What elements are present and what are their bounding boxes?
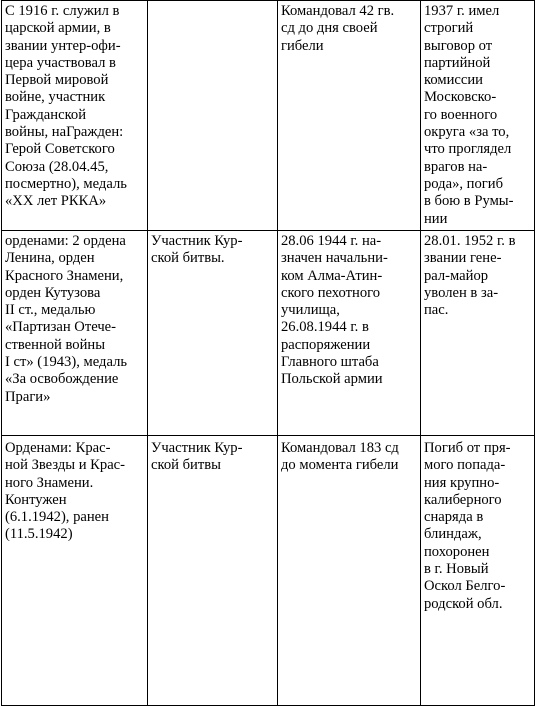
service-cell bbox=[278, 231, 421, 436]
fate-cell bbox=[421, 1, 535, 231]
cell-text: С 1916 г. служил в царской армии, в звании унтер-офи- цера участвовал в Первой мировой войне, участник Гражданской войны, наГражден: Герой Советского Союза (28.04.45, посмертно), медаль «ХХ лет РККА» bbox=[5, 3, 127, 210]
cell-text: 28.01. 1952 г. в звании гене- рал-майор уволен в за- пас. bbox=[424, 233, 516, 319]
table-row bbox=[2, 1, 535, 231]
fate-cell bbox=[421, 231, 535, 436]
battles-cell bbox=[148, 436, 278, 706]
biography-table bbox=[1, 0, 535, 706]
cell-text: Командовал 183 сд до момента гибели bbox=[281, 440, 399, 474]
fate-cell bbox=[421, 436, 535, 706]
battles-cell bbox=[148, 231, 278, 436]
table-row bbox=[2, 231, 535, 436]
cell-text: 28.06 1944 г. на- значен начальни- ком Алма-Атин- ского пехотного училища, 26.08.1944 г. в распоряжении Главного штаба Польской армии bbox=[281, 233, 388, 388]
service-cell bbox=[278, 436, 421, 706]
awards-cell bbox=[2, 1, 148, 231]
cell-text: Участник Кур- ской битвы bbox=[151, 440, 243, 474]
cell-text: Орденами: Крас- ной Звезды и Крас- ного Знамени. Контужен (6.1.1942), ранен (11.5.1942) bbox=[5, 440, 126, 543]
awards-cell bbox=[2, 436, 148, 706]
service-cell bbox=[278, 1, 421, 231]
battles-cell bbox=[148, 1, 278, 231]
table-row bbox=[2, 436, 535, 706]
cell-text: Командовал 42 гв. сд до дня своей гибели bbox=[281, 3, 395, 54]
awards-cell bbox=[2, 231, 148, 436]
cell-text: Погиб от пря- мого попада- ния крупно- калиберного снаряда в блиндаж, похоронен в г. Новый Оскол Белго- родской обл. bbox=[424, 440, 511, 612]
cell-text: орденами: 2 ордена Ленина, орден Красного Знамени, орден Кутузова II ст., медалью «Партизан Отече- ственной войны I ст» (1943), медаль «За освобождение Праги» bbox=[5, 233, 128, 405]
cell-text: 1937 г. имел строгий выговор от партийной комиссии Московско- го военного округа «за то, что проглядел врагов на- рода», погиб в бою в Румы- нии bbox=[424, 3, 514, 227]
cell-text: Участник Кур- ской битвы. bbox=[151, 233, 243, 267]
